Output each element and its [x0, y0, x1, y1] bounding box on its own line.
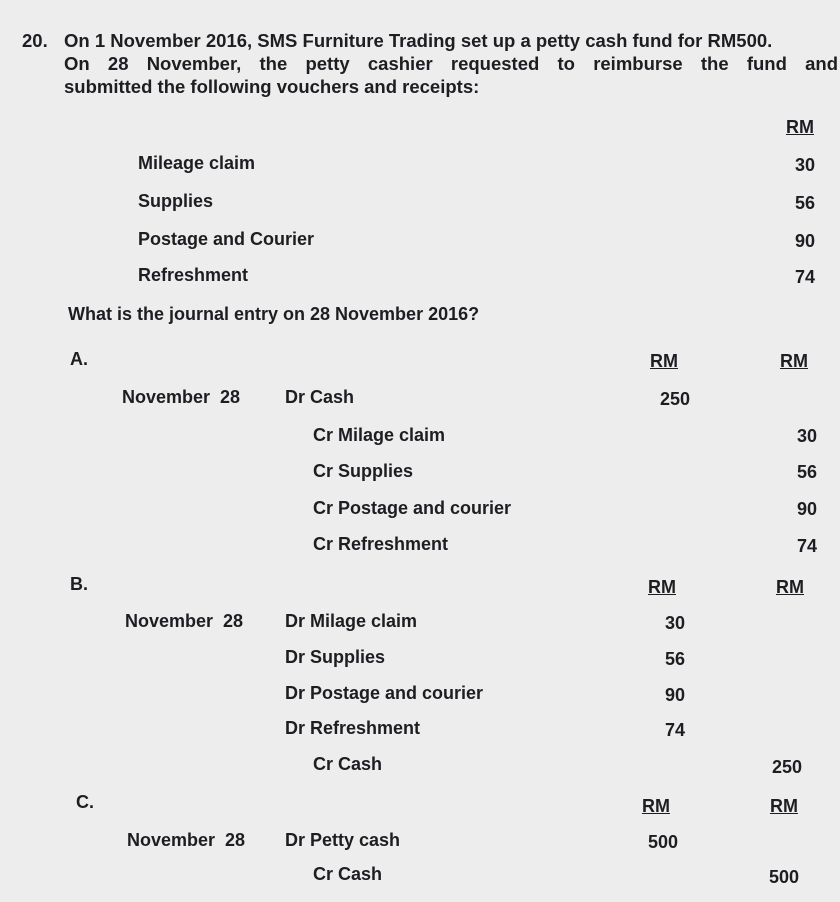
journal-debit: 56 — [664, 649, 685, 669]
journal-account: Dr Milage claim — [285, 611, 418, 631]
journal-account: Dr Refreshment — [285, 718, 421, 738]
option-c-debit-header: RM — [642, 796, 670, 816]
voucher-label: Supplies — [138, 191, 214, 211]
voucher-amount: 30 — [794, 155, 815, 175]
journal-credit: 250 — [771, 757, 802, 777]
option-b-letter: B. — [70, 574, 88, 594]
option-b-date: November 28 — [125, 611, 244, 631]
voucher-amount: 56 — [794, 193, 815, 213]
option-b-credit-header: RM — [776, 577, 804, 597]
journal-debit: 90 — [664, 685, 685, 705]
option-c-credit-header: RM — [770, 796, 798, 816]
question-line-1: On 1 November 2016, SMS Furniture Trading set up a petty cash fund for RM500. — [64, 30, 773, 51]
journal-account: Dr Postage and courier — [285, 683, 484, 703]
journal-account: Cr Cash — [313, 754, 383, 774]
journal-credit: 56 — [796, 462, 817, 482]
journal-debit: 30 — [664, 613, 685, 633]
vouchers-currency-header: RM — [786, 117, 814, 137]
option-a-debit-header: RM — [650, 351, 678, 371]
journal-debit: 74 — [664, 720, 685, 740]
question-number: 20. — [22, 30, 48, 51]
journal-debit: 500 — [647, 832, 678, 852]
journal-credit: 74 — [796, 536, 817, 556]
journal-account: Cr Cash — [313, 864, 383, 884]
voucher-amount: 74 — [794, 267, 815, 287]
voucher-label: Postage and Courier — [138, 229, 315, 249]
question-line-2: On 28 November, the petty cashier requested to reimburse the fund and — [64, 53, 838, 74]
option-a-letter: A. — [70, 349, 88, 369]
option-b-debit-header: RM — [648, 577, 676, 597]
voucher-label: Mileage claim — [138, 153, 256, 173]
option-a-credit-header: RM — [780, 351, 808, 371]
journal-account: Dr Supplies — [285, 647, 386, 667]
voucher-label: Refreshment — [138, 265, 249, 285]
question-line-3: submitted the following vouchers and receipts: — [64, 76, 480, 97]
option-a-date: November 28 — [122, 387, 241, 407]
journal-credit: 90 — [796, 499, 817, 519]
journal-account: Cr Postage and courier — [313, 498, 512, 518]
question-prompt: What is the journal entry on 28 November 2016? — [68, 304, 480, 324]
journal-account: Cr Refreshment — [313, 534, 449, 554]
journal-credit: 500 — [768, 867, 799, 887]
journal-account: Cr Supplies — [313, 461, 414, 481]
journal-debit: 250 — [659, 389, 690, 409]
journal-account: Dr Cash — [285, 387, 355, 407]
option-c-date: November 28 — [127, 830, 246, 850]
journal-account: Dr Petty cash — [285, 830, 401, 850]
voucher-amount: 90 — [794, 231, 815, 251]
journal-account: Cr Milage claim — [313, 425, 446, 445]
journal-credit: 30 — [796, 426, 817, 446]
option-c-letter: C. — [76, 792, 94, 812]
